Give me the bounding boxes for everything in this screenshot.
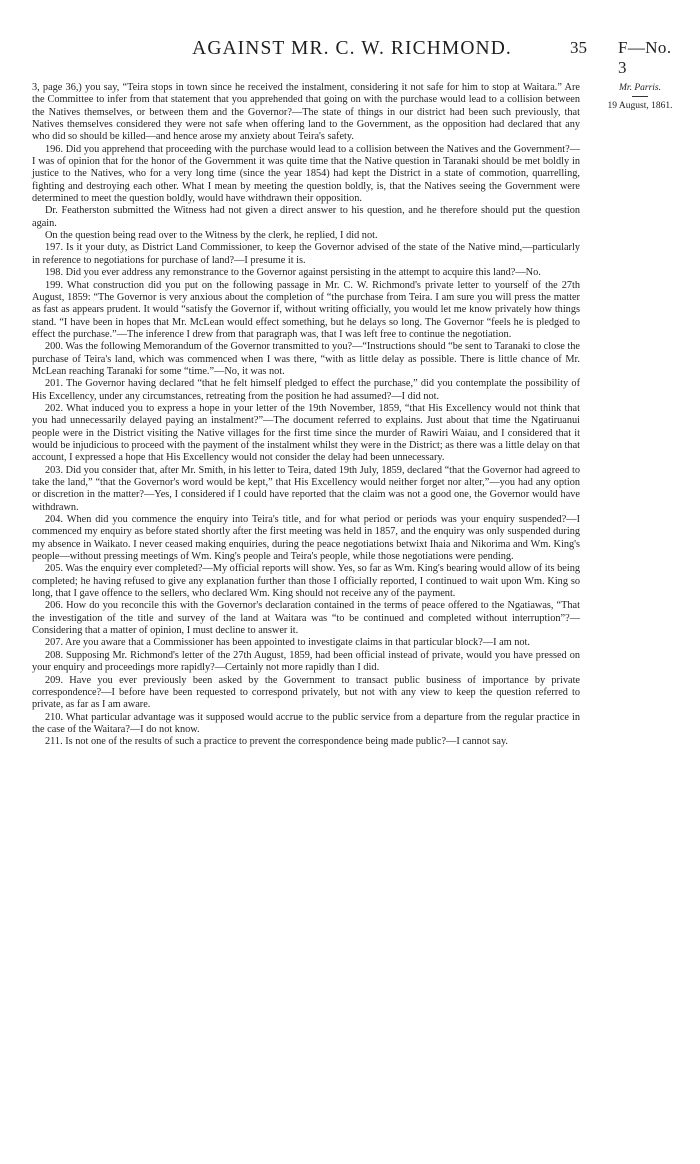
page-header [22, 38, 682, 77]
question-207: 207. Are you aware that a Commissioner has been appointed to investigate claims in that particular block?—I am not. [45, 637, 530, 649]
question-203: 203. Did you consider that, after Mr. Smith, in his letter to Teira, dated 19th July, 1859, declared “that the Governor had agreed to take the land,” “that the Governor's word would be kept,” that His Excellency would neither forget nor alter,”—you had any option or discretion in the matter?—Yes, I considered if I could have reported that the claim was not a good one, the Governor would have withdrawn. [32, 464, 580, 513]
question-197: 197. Is it your duty, as District Land Commissioner, to keep the Governor advised of the state of the Native mind,—particularly in reference to negotiations for purchase of land?—I presume it is. [32, 242, 580, 266]
question-199: 199. What construction did you put on the following passage in Mr. C. W. Richmond's private letter to yourself of the 27th August, 1859: “The Governor is very anxious about the completion of “the purchase from Teira. I am sure you will press the matter as fast as appears prudent. It would “satisfy the Governor if, without writing officially, you would let me know privately how things stand. “I have been in hopes that Mr. McLean would effect something, but he delays so long. The Governor “feels he is pledged to effect the purchase.”—The inference I drew from that paragraph was, that I was left free to continue the negotiation. [32, 279, 580, 340]
question-201: 201. The Governor having declared “that he felt himself pledged to effect the purchase,” did you contemplate the possibility of His Excellency, under any circumstances, retreating from the position he had assumed?—I did not. [32, 378, 580, 402]
question-211: 211. Is not one of the results of such a practice to prevent the correspondence being made public?—I cannot say. [45, 736, 509, 748]
margin-note [590, 82, 690, 112]
testimony-body [32, 82, 580, 749]
witness-name: Mr. Parris. [619, 83, 661, 93]
question-205: 205. Was the enquiry ever completed?—My official reports will show. Yes, so far as Wm. King's bearing would allow of its being completed; he having refused to give any explanation further than those I officially reported, I continued to wait upon Wm. King so long, that I gave offence to the sellers, who declared Wm. King should not receive any of the payment. [32, 563, 580, 600]
document-reference: F—No. 3 [618, 38, 672, 77]
procedural-note: Dr. Featherston submitted the Witness had not given a direct answer to his question, and he therefore should put the question again. [32, 205, 580, 229]
page-number: 35 [570, 38, 587, 57]
question-196: 196. Did you apprehend that proceeding with the purchase would lead to a collision between the Natives and the Government?—I was of opinion that for the honor of the Government it was quite time that the Native question in Taranaki should be met boldly in justice to the Natives, who for a very long time (since the year 1854) had kept the District in a state of commotion, quarrelling, fighting and destroying each other. What I mean by meeting the question boldly, is, that the Natives seeing the Government were determined to meet the question boldly, would have withdrawn their opposition. [32, 143, 580, 205]
question-204: 204. When did you commence the enquiry into Teira's title, and for what period or periods was your enquiry suspended?—I commenced my enquiry as before stated shortly after the first meeting was held in 1857, and the enquiry was only suspended during my absence in Waikato. I never ceased making enquiries, during the peace negotiations betwixt Ihaia and Nikorima and Wm. King's people—without pressing meetings of Wm. King's people and Teira's people, while those negotiations were pending. [32, 514, 580, 563]
question-198: 198. Did you ever address any remonstrance to the Governor against persisting in the attempt to acquire this land?—No. [45, 267, 541, 279]
question-206: 206. How do you reconcile this with the Governor's declaration contained in the terms of peace offered to the Ngatiawas, “That the investigation of the title and survey of the land at Waitara was “to be continued and completed without interruption”?—Considering that a matter of opinion, I must decline to answer it. [32, 600, 580, 637]
question-209: 209. Have you ever previously been asked by the Government to transact public business of importance by private correspondence?—I before have been requested to correspond privately, but not with any view to keep the question referred to private, as far as I am aware. [32, 674, 580, 711]
question-200: 200. Was the following Memorandum of the Governor transmitted to you?—“Instructions should “be sent to Taranaki to close the purchase of Teira's land, which was commenced when I was there, “with as little delay as possible. There is little chance of Mr. McLean reaching Taranaki for some “time.”—No, it was not. [32, 341, 580, 377]
paragraph-continued: 3, page 36,) you say, “Teira stops in town since he received the instalment, considering it not safe for him to stop at Waitara.” Are the Committee to infer from that statement that you apprehended that going on with the purchase would lead to a collision between the Natives themselves, or between them and the Governor?—The state of things in our district had been such previously, that Natives themselves considered they were not safe when offering land to the Government, as the opposition had declared that any who did so should be killed—and hence arose my anxiety about Teira's safety. [32, 82, 580, 143]
question-208: 208. Supposing Mr. Richmond's letter of the 27th August, 1859, had been official instead of private, would you have pressed on your enquiry and proceedings more rapidly?—Certainly not more rapidly than I did. [32, 649, 580, 674]
testimony-date: 19 August, 1861. [607, 101, 673, 111]
question-210: 210. What particular advantage was it supposed would accrue to the public service from a departure from the regular practice in the case of the Waitara?—I do not know. [32, 711, 580, 735]
question-202: 202. What induced you to express a hope in your letter of the 19th November, 1859, “that His Excellency would not think that you had unnecessarily delayed paying an instalment?”—The document referred to explains. Just about that time the Ngatiruanui people were in the District visiting the Native villages for the first time since the murder of Rawiri Waiau, and I considered that it would be injudicious to proceed with the payment of the instalment whilst they were in the District; as there was a little delay on that account, I expressed a hope that His Excellency would not consider the delay had been unnecessary. [32, 402, 580, 464]
page-title: AGAINST MR. C. W. RICHMOND. [192, 38, 512, 59]
procedural-reply: On the question being read over to the Witness by the clerk, he replied, I did not. [45, 230, 378, 242]
margin-rule [632, 96, 648, 97]
